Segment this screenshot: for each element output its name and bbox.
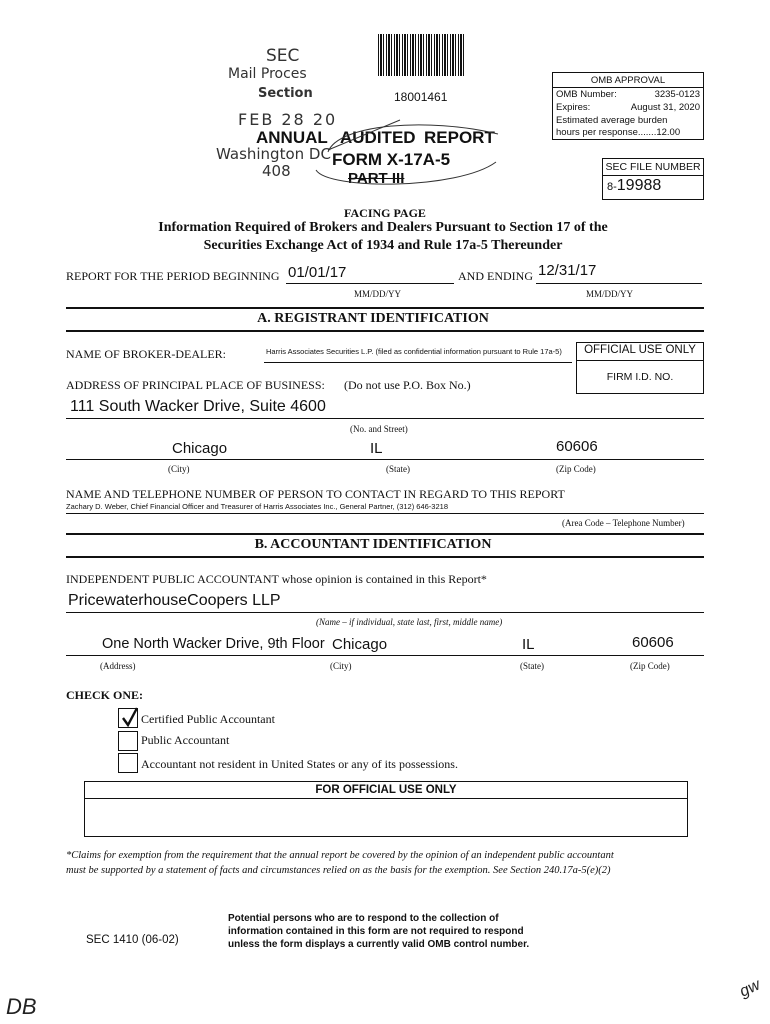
address-note: (Do not use P.O. Box No.) — [344, 378, 471, 392]
form-label: FORM X-17A-5 — [332, 150, 451, 169]
option-certified-public-accountant: Certified Public Accountant — [141, 712, 275, 726]
for-official-use-only-label: FOR OFFICIAL USE ONLY — [85, 782, 687, 799]
part-label: PART III — [348, 170, 405, 187]
option-non-resident-accountant: Accountant not resident in United States or any of its possessions. — [141, 757, 458, 771]
state-caption: (State) — [386, 464, 410, 474]
broker-name-value: Harris Associates Securities L.P. (filed as confidential information pursuant to Rule 17a-5) — [266, 347, 562, 356]
accountant-city: Chicago — [332, 636, 388, 653]
omb-expires-value: August 31, 2020 — [630, 102, 700, 113]
omb-notice-3: unless the form displays a currently valid OMB control number. — [228, 939, 530, 950]
accountant-address-caption: (Address) — [100, 661, 136, 671]
header-line-2: Securities Exchange Act of 1934 and Rule 17a-5 Thereunder — [203, 238, 563, 253]
omb-notice-1: Potential persons who are to respond to the collection of — [228, 913, 499, 924]
address-zip: 60606 — [556, 438, 598, 455]
stamp-section: Section — [258, 86, 313, 101]
section-b-title: B. ACCOUNTANT IDENTIFICATION — [254, 537, 492, 552]
stamp-sec: SEC — [266, 46, 300, 66]
form-id: SEC 1410 (06-02) — [86, 934, 179, 946]
checkbox-public-accountant[interactable] — [118, 731, 138, 751]
street-caption: (No. and Street) — [350, 424, 408, 434]
stamp-date: FEB 28 20 — [238, 110, 338, 129]
address-state: IL — [370, 440, 383, 457]
accountant-zip-caption: (Zip Code) — [630, 661, 670, 671]
omb-title: OMB APPROVAL — [553, 73, 703, 88]
facing-page: FACING PAGE — [344, 206, 426, 220]
zip-caption: (Zip Code) — [556, 464, 596, 474]
address-label: ADDRESS OF PRINCIPAL PLACE OF BUSINESS: — [66, 378, 325, 392]
contact-value: Zachary D. Weber, Chief Financial Officer and Treasurer of Harris Associates Inc., General Partner, (312) 646-3218 — [66, 502, 448, 511]
contact-label: NAME AND TELEPHONE NUMBER OF PERSON TO CONTACT IN REGARD TO THIS REPORT — [66, 487, 565, 501]
period-begin-label: REPORT FOR THE PERIOD BEGINNING — [66, 269, 280, 283]
period-begin-format: MM/DD/YY — [354, 289, 402, 299]
checkmark-icon — [120, 706, 140, 728]
for-official-use-only-box — [84, 781, 688, 837]
stamp-oval — [308, 112, 518, 190]
sec-file-value: 19988 — [616, 177, 662, 194]
period-begin-value: 01/01/17 — [288, 264, 347, 281]
accountant-label: INDEPENDENT PUBLIC ACCOUNTANT whose opinion is contained in this Report* — [66, 572, 487, 586]
address-city: Chicago — [172, 440, 228, 457]
header-line-1: Information Required of Brokers and Dealers Pursuant to Section 17 of the — [158, 220, 608, 235]
check-one-label: CHECK ONE: — [66, 688, 144, 702]
sec-file-prefix: 8- — [607, 181, 617, 193]
omb-number-value: 3235-0123 — [654, 89, 700, 100]
accountant-state-caption: (State) — [520, 661, 544, 671]
city-caption: (City) — [168, 464, 190, 474]
footnote-line-1: *Claims for exemption from the requirement that the annual report be covered by the opinion of an independent public accountant — [66, 850, 614, 861]
audited-label: AUDITED — [340, 128, 416, 147]
omb-expires-label: Expires: — [556, 102, 591, 113]
firm-id-label: FIRM I.D. NO. — [606, 371, 674, 383]
report-label: REPORT — [424, 128, 495, 147]
accountant-zip: 60606 — [632, 634, 674, 651]
omb-approval-box — [552, 72, 704, 140]
option-public-accountant: Public Accountant — [141, 733, 230, 747]
period-end-label: AND ENDING — [458, 269, 533, 283]
stamp-washington: Washington DC — [216, 145, 331, 163]
checkbox-non-resident-accountant[interactable] — [118, 753, 138, 773]
omb-notice-2: information contained in this form are not required to respond — [228, 926, 524, 937]
barcode — [378, 34, 466, 76]
omb-burden-1: Estimated average burden — [556, 115, 668, 126]
period-end-format: MM/DD/YY — [586, 289, 634, 299]
footnote-line-2: must be supported by a statement of facts and circumstances relied on as the basis for the exemption. See Section 240.17a-5(e)(2) — [66, 865, 611, 876]
omb-number-label: OMB Number: — [556, 89, 617, 100]
accountant-state: IL — [522, 636, 535, 653]
handwritten-initials-right: gw — [737, 976, 763, 1001]
accountant-name-caption: (Name – if individual, state last, first, middle name) — [316, 617, 503, 627]
period-end-value: 12/31/17 — [538, 262, 597, 279]
sec-file-number-box — [602, 158, 704, 200]
omb-burden-2: hours per response.......12.00 — [556, 127, 681, 138]
accountant-city-caption: (City) — [330, 661, 352, 671]
annual-label: ANNUAL — [256, 128, 328, 147]
handwritten-initials-left: DB — [6, 994, 37, 1019]
broker-name-label: NAME OF BROKER-DEALER: — [66, 347, 227, 361]
section-a-title: A. REGISTRANT IDENTIFICATION — [257, 311, 489, 326]
official-use-only-label: OFFICIAL USE ONLY — [577, 343, 703, 361]
stamp-mail: Mail Proces — [228, 66, 307, 82]
checkbox-certified-public-accountant[interactable] — [118, 708, 138, 728]
phone-caption: (Area Code – Telephone Number) — [562, 518, 685, 528]
official-use-only-box — [576, 342, 704, 394]
accountant-value: PricewaterhouseCoopers LLP — [68, 592, 281, 609]
stamp-num: 408 — [262, 162, 291, 180]
barcode-number: 18001461 — [394, 90, 448, 104]
sec-file-label: SEC FILE NUMBER — [603, 159, 703, 176]
accountant-address: One North Wacker Drive, 9th Floor — [102, 636, 325, 652]
address-street: 111 South Wacker Drive, Suite 4600 — [70, 398, 326, 415]
